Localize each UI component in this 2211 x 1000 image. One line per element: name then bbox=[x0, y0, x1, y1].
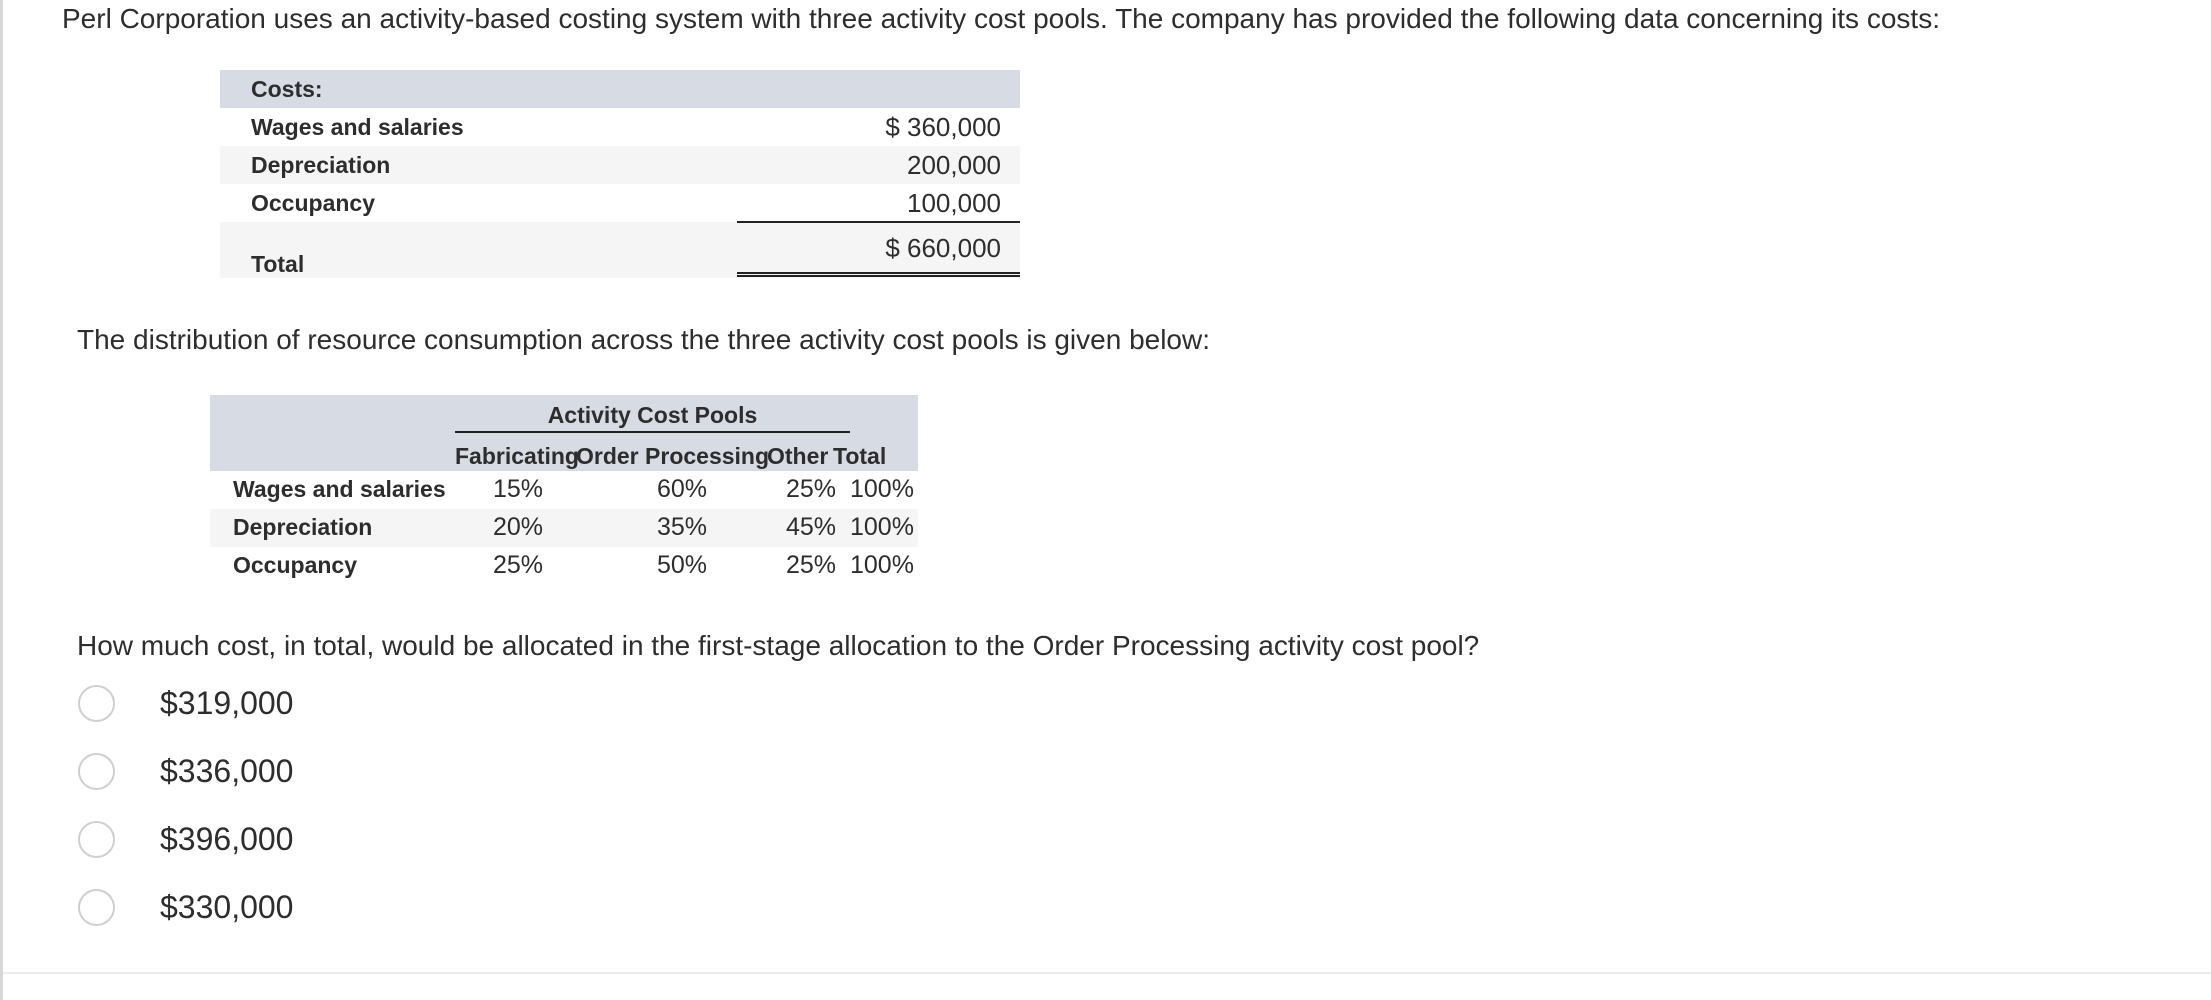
costs-header-row bbox=[220, 70, 1020, 108]
radio-button[interactable] bbox=[78, 821, 115, 858]
bottom-divider bbox=[3, 972, 2211, 974]
total-double-rule bbox=[737, 272, 1020, 277]
answer-option[interactable] bbox=[78, 682, 678, 726]
answer-option-label[interactable]: $319,000 bbox=[160, 685, 294, 721]
cost-amount: 100,000 bbox=[907, 187, 1001, 218]
question-intro: Perl Corporation uses an activity-based costing system with three activity cost pools. The company has provided the following data concerning its costs: bbox=[62, 3, 1940, 34]
group-title: Activity Cost Pools bbox=[547, 402, 758, 428]
table-row bbox=[210, 547, 918, 585]
column-header-total: Total bbox=[833, 443, 887, 469]
distribution-intro: The distribution of resource consumption across the three activity cost pools is given below: bbox=[77, 324, 1211, 355]
cell-order-processing: 50% bbox=[657, 551, 708, 579]
cell-total: 100% bbox=[850, 513, 914, 541]
radio-button[interactable] bbox=[78, 889, 115, 926]
cell-total: 100% bbox=[850, 475, 914, 503]
table-row bbox=[210, 509, 918, 547]
subtotal-rule bbox=[737, 221, 1020, 223]
answer-option[interactable] bbox=[78, 886, 678, 930]
answer-option-label[interactable]: $396,000 bbox=[160, 821, 294, 857]
cost-amount: 200,000 bbox=[907, 149, 1001, 180]
question-prompt: How much cost, in total, would be allocated in the first-stage allocation to the Order Processing activity cost pool? bbox=[77, 630, 1480, 661]
costs-header: Costs: bbox=[251, 75, 323, 102]
total-row bbox=[220, 222, 1020, 278]
answer-option[interactable] bbox=[78, 750, 678, 794]
cost-amount: $ 360,000 bbox=[885, 111, 1001, 142]
cell-order-processing: 35% bbox=[657, 513, 708, 541]
cost-label: Wages and salaries bbox=[251, 113, 464, 140]
table-row bbox=[210, 471, 918, 509]
table-row bbox=[220, 184, 1020, 222]
cell-other: 25% bbox=[786, 475, 837, 503]
total-amount: $ 660,000 bbox=[885, 233, 1001, 263]
group-title-rule bbox=[455, 431, 850, 433]
row-label: Depreciation bbox=[233, 514, 373, 540]
total-label: Total bbox=[251, 251, 305, 277]
left-border bbox=[0, 0, 3, 1000]
radio-button[interactable] bbox=[78, 685, 115, 722]
cell-other: 25% bbox=[786, 551, 837, 579]
column-header-order-processing: Order Processing bbox=[576, 443, 770, 469]
row-label: Wages and salaries bbox=[233, 476, 446, 502]
cell-total: 100% bbox=[850, 551, 914, 579]
table-row bbox=[220, 108, 1020, 146]
answer-option[interactable] bbox=[78, 818, 678, 862]
table-row bbox=[220, 146, 1020, 184]
distribution-header bbox=[210, 395, 918, 471]
cell-order-processing: 60% bbox=[657, 475, 708, 503]
column-header-fabricating: Fabricating bbox=[455, 443, 579, 469]
cost-label: Occupancy bbox=[251, 189, 375, 216]
answer-option-label[interactable]: $336,000 bbox=[160, 753, 294, 789]
column-header-other: Other bbox=[767, 443, 829, 469]
cost-label: Depreciation bbox=[251, 151, 391, 178]
distribution-table bbox=[210, 395, 918, 585]
radio-button[interactable] bbox=[78, 753, 115, 790]
cell-fabricating: 25% bbox=[493, 551, 544, 579]
row-label: Occupancy bbox=[233, 552, 357, 578]
cell-other: 45% bbox=[786, 513, 837, 541]
cell-fabricating: 15% bbox=[493, 475, 544, 503]
costs-table bbox=[220, 70, 1020, 278]
cell-fabricating: 20% bbox=[493, 513, 544, 541]
answer-option-label[interactable]: $330,000 bbox=[160, 889, 294, 925]
